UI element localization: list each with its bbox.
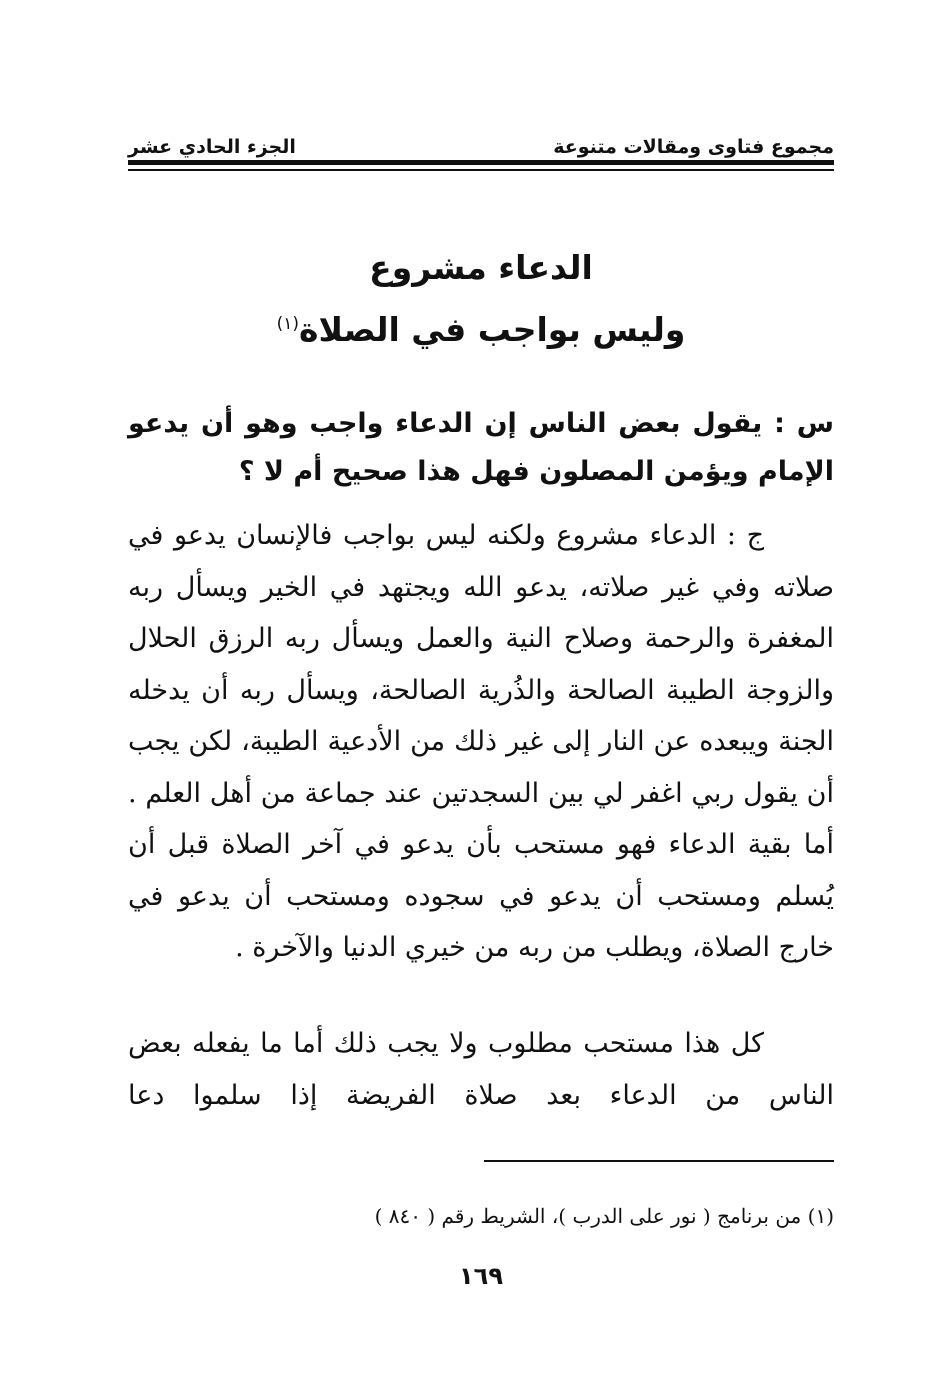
title-line-2 xyxy=(128,296,834,358)
title-line-2-text: وليس بواجب في الصلاة xyxy=(299,310,686,349)
footnote: (١) من برنامج ( نور على الدرب )، الشريط رقم ( ٨٤٠ ) xyxy=(374,1204,834,1228)
title-footnote-ref: (١) xyxy=(276,314,300,334)
page-number: ١٦٩ xyxy=(459,1262,503,1290)
header-rule-thin xyxy=(128,169,834,171)
header-book-title: مجموع فتاوى ومقالات متنوعة xyxy=(553,136,834,158)
header-volume: الجزء الحادي عشر xyxy=(128,136,296,158)
answer-paragraph: ج : الدعاء مشروع ولكنه ليس بواجب فالإنسان يدعو في صلاته وفي غير صلاته، يدعو الله ويجتهد في الخير ويسأل ربه المغفرة والرحمة وصلاح النية والعمل ويسأل ربه الرزق الحلال والزوجة الطيبة الصالحة والذُرية الصالحة، ويسأل ربه أن يدخله الجنة ويبعده عن النار إلى غير ذلك من الأدعية الطيبة، لكن يجب أن يقول ربي اغفر لي بين السجدتين عند جماعة من أهل العلم . أما بقية الدعاء فهو مستحب بأن يدعو في آخر الصلاة قبل أن يُسلم ومستحب أن يدعو في سجوده ومستحب أن يدعو في خارج الصلاة، ويطلب من ربه من خيري الدنيا والآخرة . xyxy=(128,520,834,963)
article-title xyxy=(128,240,834,358)
title-line-1: الدعاء مشروع xyxy=(369,248,593,287)
continuation-paragraph: كل هذا مستحب مطلوب ولا يجب ذلك أما ما يفعله بعض الناس من الدعاء بعد صلاة الفريضة إذا سلموا دعا xyxy=(128,1028,834,1111)
question-paragraph: س : يقول بعض الناس إن الدعاء واجب وهو أن يدعو الإمام ويؤمن المصلون فهل هذا صحيح أم لا ؟ xyxy=(128,408,834,487)
footnote-rule xyxy=(484,1160,834,1162)
header-rule-thick xyxy=(128,160,834,165)
running-header xyxy=(128,122,834,158)
